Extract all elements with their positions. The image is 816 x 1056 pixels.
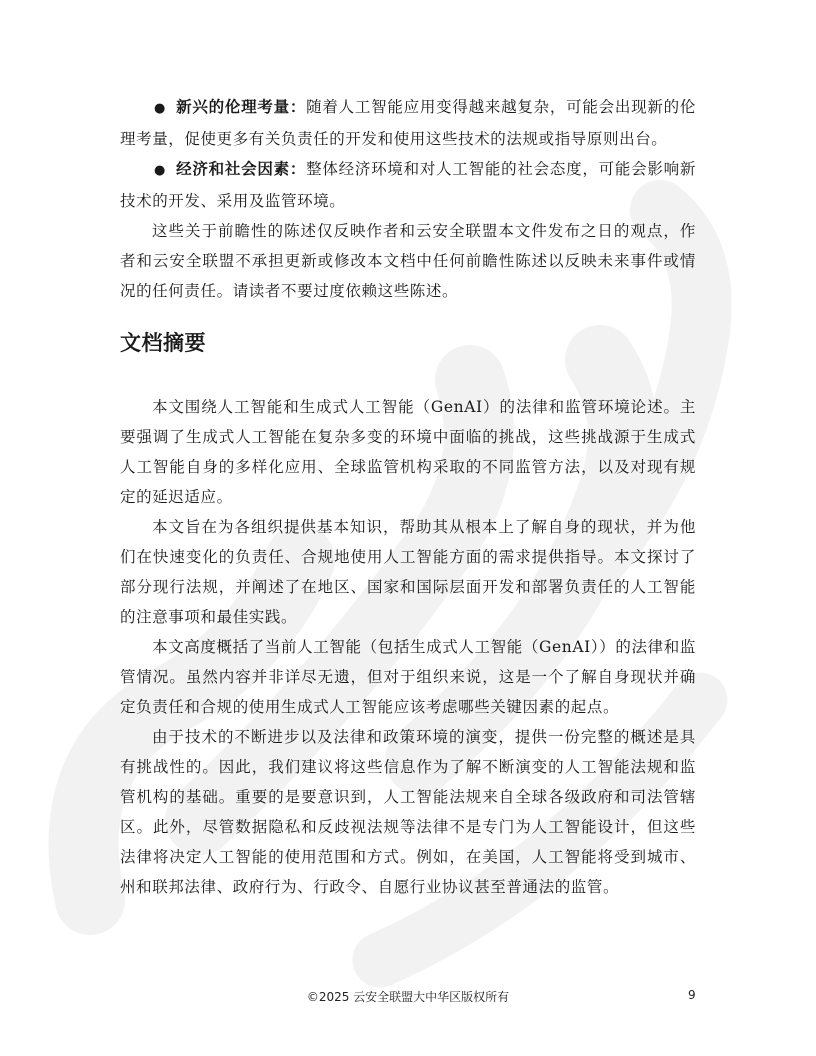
summary-paragraph: 由于技术的不断进步以及法律和政策环境的演变，提供一份完整的概述是具有挑战性的。因此，我们建议将这些信息作为了解不断演变的人工智能法规和监管机构的基础。重要的是要意识到，人工智能法规来自全球各级政府和司法管辖区。此外，尽管数据隐私和反歧视法规等法律不是专门为人工智能设计，但这些法律将决定人工智能的使用范围和方式。例如，在美国，人工智能将受到城市、州和联邦法律、政府行为、行政令、自愿行业协议甚至普通法的监管。 bbox=[120, 728, 696, 896]
disclaimer-paragraph: 这些关于前瞻性的陈述仅反映作者和云安全联盟本文件发布之日的观点，作者和云安全联盟不承担更新或修改本文档中任何前瞻性陈述以反映未来事件或情况的任何责任。请读者不要过度依赖这些陈述。 bbox=[120, 222, 696, 300]
bullet-text: 整体经济环境和对人工智能的社会态度，可能会影响新技术的开发、采用及监管环境。 bbox=[120, 160, 696, 210]
summary-paragraph: 本文高度概括了当前人工智能（包括生成式人工智能（GenAI））的法律和监管情况。虽然内容并非详尽无遗，但对于组织来说，这是一个了解自身现状并确定负责任和合规的使用生成式人工智能应该考虑哪些关键因素的起点。 bbox=[120, 638, 696, 716]
bullet-item bbox=[120, 154, 696, 216]
summary-paragraph: 本文围绕人工智能和生成式人工智能（GenAI）的法律和监管环境论述。主要强调了生成式人工智能在复杂多变的环境中面临的挑战，这些挑战源于生成式人工智能自身的多样化应用、全球监管机构采取的不同监管方法，以及对现有规定的延迟适应。 bbox=[120, 398, 696, 506]
summary-paragraph: 本文旨在为各组织提供基本知识，帮助其从根本上了解自身的现状，并为他们在快速变化的负责任、合规地使用人工智能方面的需求提供指导。本文探讨了部分现行法规，并阐述了在地区、国家和国际层面开发和部署负责任的人工智能的注意事项和最佳实践。 bbox=[120, 518, 696, 626]
bullet-term: 经济和社会因素： bbox=[176, 160, 307, 178]
page-footer bbox=[0, 988, 816, 1008]
bullet-dot-icon: ● bbox=[154, 101, 167, 116]
bullet-item bbox=[120, 92, 696, 154]
bullet-text: 随着人工智能应用变得越来越复杂，可能会出现新的伦理考量，促使更多有关负责任的开发和使用这些技术的法规或指导原则出台。 bbox=[120, 98, 696, 148]
page-content bbox=[120, 92, 696, 902]
section-title: 文档摘要 bbox=[120, 331, 206, 355]
page-number: 9 bbox=[688, 988, 696, 1002]
bullet-term: 新兴的伦理考量： bbox=[176, 98, 307, 116]
bullet-dot-icon: ● bbox=[154, 163, 167, 178]
copyright-notice: ©2025 云安全联盟大中华区版权所有 bbox=[306, 990, 510, 1004]
